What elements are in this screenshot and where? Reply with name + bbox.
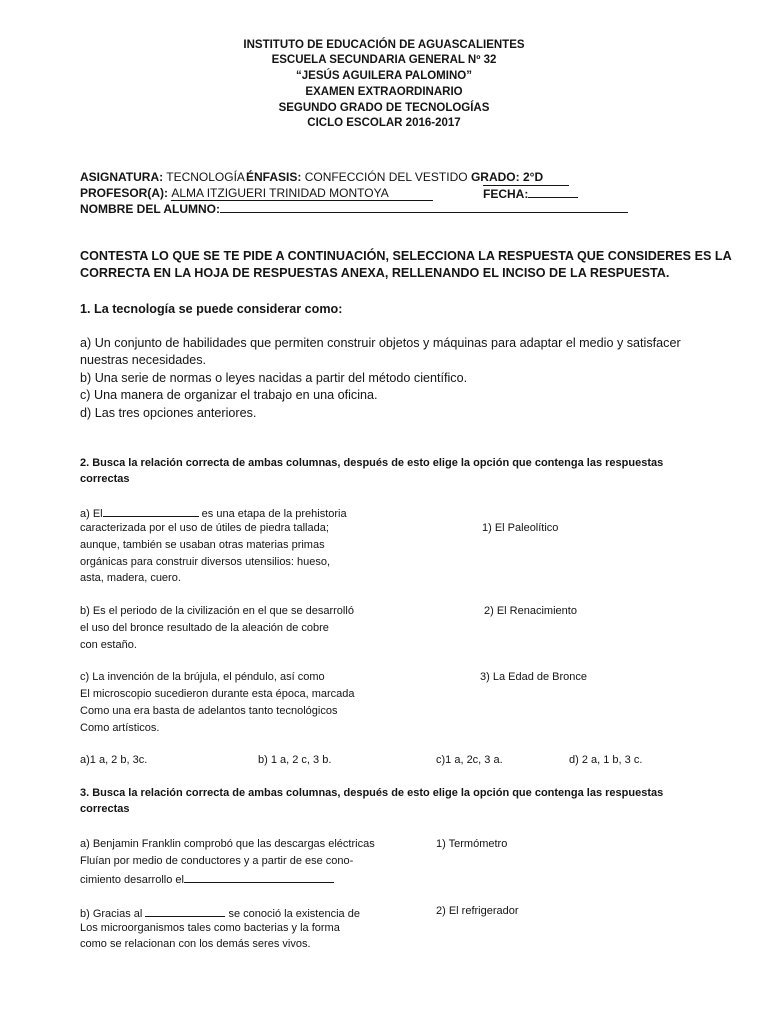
q2-b-line-2: el uso del bronce resultado de la aleación de cobre	[80, 622, 329, 634]
q2-a-line-2: caracterizada por el uso de útiles de piedra tallada;	[80, 522, 329, 534]
q1-option-c: c) Una manera de organizar el trabajo en una oficina.	[80, 388, 378, 402]
q1-question: 1. La tecnología se puede considerar como:	[80, 302, 343, 316]
q3-b-line-2: Los microorganismos tales como bacterias y la forma	[80, 922, 340, 934]
enfasis-row	[246, 170, 520, 184]
q3-right-1: 1) Termómetro	[436, 838, 508, 850]
q2-a-prefix: a) El	[80, 508, 103, 520]
grado-field[interactable]	[483, 170, 569, 186]
fecha-field[interactable]	[528, 186, 578, 198]
q1-option-a: a) Un conjunto de habilidades que permiten construir objetos y máquinas para adaptar el medio y satisfacer	[80, 336, 681, 350]
q2-b-line-3: con estaño.	[80, 639, 137, 651]
q3-b-blank	[145, 905, 225, 917]
header-line-6: CICLO ESCOLAR 2016-2017	[307, 117, 461, 129]
header-line-1: INSTITUTO DE EDUCACIÓN DE AGUASCALIENTES	[243, 39, 525, 51]
enfasis-label: ÉNFASIS:	[246, 170, 302, 184]
q2-a-line-1	[80, 505, 347, 520]
asignatura-value: TECNOLOGÍA	[166, 170, 245, 184]
q2-answer-b: b) 1 a, 2 c, 3 b.	[258, 754, 332, 766]
q2-right-3: 3) La Edad de Bronce	[480, 671, 588, 683]
fecha-row	[483, 186, 578, 201]
q2-a-line-4: orgánicas para construir diversos utensilios: hueso,	[80, 556, 331, 568]
profesor-label: PROFESOR(A):	[80, 186, 168, 200]
profesor-value: ALMA ITZIGUERI TRINIDAD MONTOYA	[171, 186, 389, 200]
q2-answer-d: d) 2 a, 1 b, 3 c.	[569, 754, 643, 766]
q2-a-suffix: es una etapa de la prehistoria	[198, 508, 347, 520]
q3-a-line-3-text: cimiento desarrollo el	[80, 874, 184, 886]
q2-right-1: 1) El Paleolítico	[482, 522, 559, 534]
profesor-field	[171, 186, 433, 201]
nombre-field[interactable]	[220, 201, 628, 213]
q3-a-blank	[184, 871, 334, 883]
q2-c-line-3: Como una era basta de adelantos tanto tecnológicos	[80, 705, 338, 717]
q2-right-2: 2) El Renacimiento	[484, 605, 577, 617]
fecha-label: FECHA:	[483, 187, 529, 201]
q2-c-line-4: Como artísticos.	[80, 722, 160, 734]
grado-value: 2°D	[523, 170, 544, 184]
header-line-4: EXAMEN EXTRAORDINARIO	[305, 86, 463, 98]
enfasis-value: CONFECCIÓN DEL VESTIDO	[304, 170, 468, 184]
q3-b-suffix: se conoció la existencia de	[225, 908, 360, 920]
q2-a-line-3: aunque, también se usaban otras materias primas	[80, 539, 325, 551]
q2-b-line-1: b) Es el periodo de la civilización en el que se desarrolló	[80, 605, 354, 617]
q3-right-2: 2) El refrigerador	[436, 905, 519, 917]
q2-answer-a: a)1 a, 2 b, 3c.	[80, 754, 148, 766]
q1-option-b: b) Una serie de normas o leyes nacidas a partir del método científico.	[80, 371, 468, 385]
q3-a-line-1: a) Benjamin Franklin comprobó que las descargas eléctricas	[80, 838, 375, 850]
profesor-row	[80, 186, 433, 201]
asignatura-label: ASIGNATURA:	[80, 170, 164, 184]
q2-a-blank	[103, 505, 199, 517]
instructions-line-1: CONTESTA LO QUE SE TE PIDE A CONTINUACIÓN, SELECCIONA LA RESPUESTA QUE CONSIDERES ES LA	[80, 249, 732, 263]
q2-answer-c: c)1 a, 2c, 3 a.	[436, 754, 503, 766]
grado-label: GRADO:	[470, 170, 520, 184]
q2-question-line-1: 2. Busca la relación correcta de ambas columnas, después de esto elige la opción que contenga las respuestas	[80, 457, 664, 469]
q3-question-line-2: correctas	[80, 803, 130, 815]
nombre-label: NOMBRE DEL ALUMNO:	[80, 202, 220, 216]
header-line-5: SEGUNDO GRADO DE TECNOLOGÍAS	[278, 102, 490, 114]
instructions-line-2: CORRECTA EN LA HOJA DE RESPUESTAS ANEXA, RELLENANDO EL INCISO DE LA RESPUESTA.	[80, 266, 670, 280]
asignatura-row	[80, 170, 245, 184]
q3-a-line-3	[80, 871, 334, 886]
nombre-row	[80, 201, 628, 216]
q3-question-line-1: 3. Busca la relación correcta de ambas columnas, después de esto elige la opción que contenga las respuestas	[80, 787, 664, 799]
q3-a-line-2: Fluían por medio de conductores y a partir de ese cono-	[80, 855, 354, 867]
q1-option-d: d) Las tres opciones anteriores.	[80, 406, 257, 420]
q1-option-a-cont: nuestras necesidades.	[80, 353, 207, 367]
q2-a-line-5: asta, madera, cuero.	[80, 572, 181, 584]
q3-b-prefix: b) Gracias al	[80, 908, 143, 920]
header-line-2: ESCUELA SECUNDARIA GENERAL Nº 32	[271, 54, 497, 66]
q2-c-line-2: El microscopio sucedieron durante esta época, marcada	[80, 688, 355, 700]
q3-b-line-3: como se relacionan con los demás seres vivos.	[80, 938, 311, 950]
header-line-3: “JESÚS AGUILERA PALOMINO”	[296, 70, 472, 82]
q3-b-line-1	[80, 905, 360, 920]
q2-question-line-2: correctas	[80, 473, 130, 485]
q2-c-line-1: c) La invención de la brújula, el péndulo, así como	[80, 671, 325, 683]
